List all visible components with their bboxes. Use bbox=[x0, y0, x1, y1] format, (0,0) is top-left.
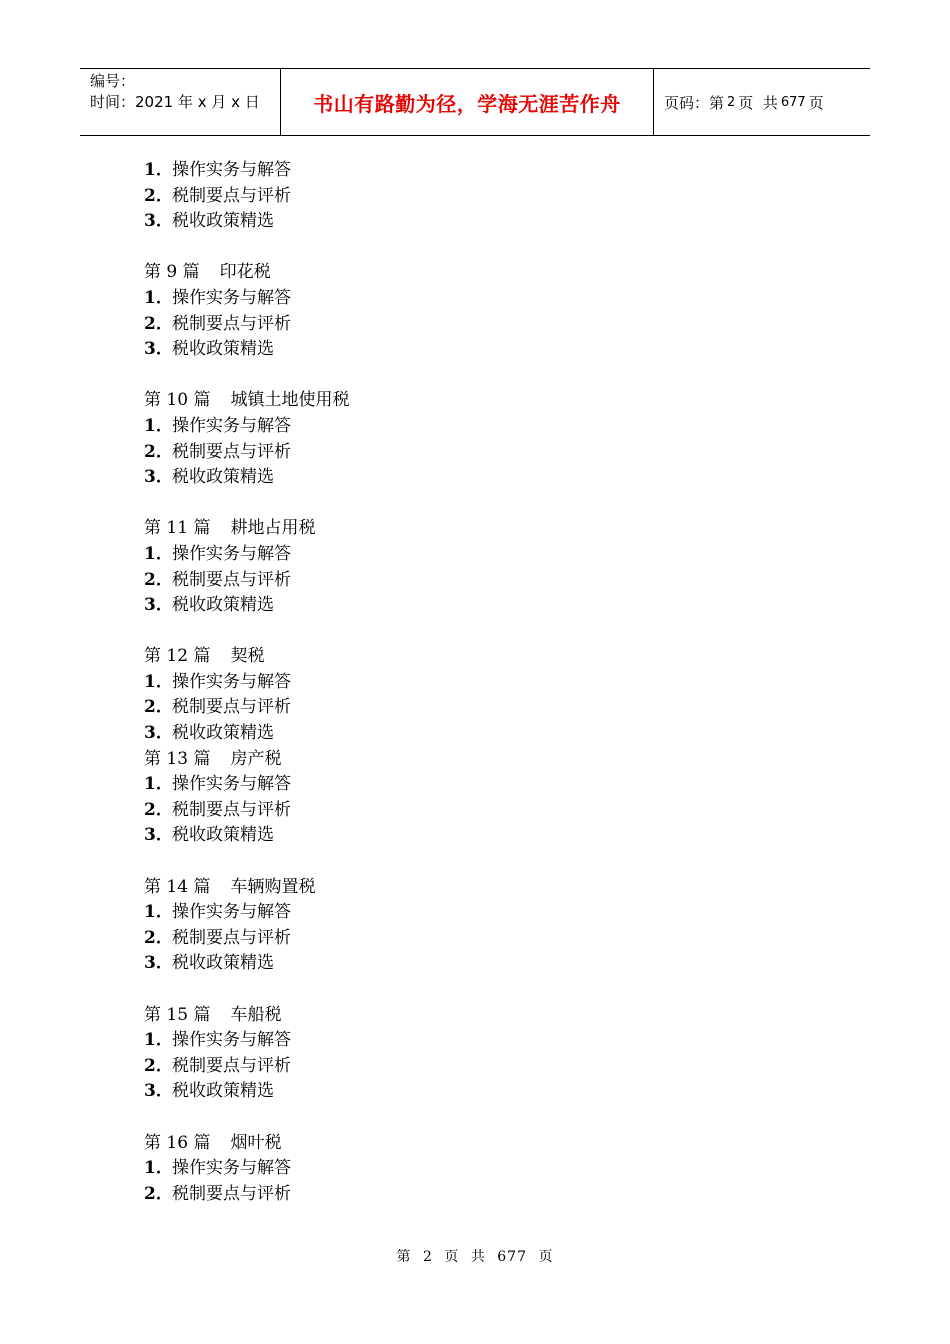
toc-spacer bbox=[144, 619, 744, 645]
footer-page-word: 页 bbox=[444, 1249, 460, 1265]
toc-spacer bbox=[144, 849, 744, 875]
toc-chapter-number: 第 9 篇 bbox=[144, 262, 200, 283]
toc-item bbox=[144, 900, 744, 926]
header-page-current: 2 bbox=[727, 94, 736, 110]
toc-spacer bbox=[144, 1105, 744, 1131]
toc-item-number: 2． bbox=[144, 799, 173, 820]
toc-item bbox=[144, 337, 744, 363]
toc-item-number: 3． bbox=[144, 595, 173, 616]
header-page-suffix: 页 bbox=[808, 93, 824, 112]
toc-item bbox=[144, 1054, 744, 1080]
toc-item bbox=[144, 670, 744, 696]
toc-item-number: 2． bbox=[144, 313, 173, 334]
footer-total-word: 共 bbox=[470, 1249, 486, 1265]
toc-item-number: 1． bbox=[144, 415, 173, 436]
toc-item bbox=[144, 158, 744, 184]
toc-item-text: 税制要点与评析 bbox=[172, 569, 291, 590]
toc-item bbox=[144, 926, 744, 952]
toc-item-text: 操作实务与解答 bbox=[172, 287, 291, 308]
toc-item-text: 操作实务与解答 bbox=[172, 543, 291, 564]
toc-chapter-title: 房产税 bbox=[230, 748, 282, 769]
toc-item bbox=[144, 184, 744, 210]
toc-chapter-heading bbox=[144, 516, 744, 542]
header-page-prefix: 页码：第 bbox=[664, 93, 725, 112]
toc-item-text: 税收政策精选 bbox=[172, 339, 274, 360]
footer-page-current: 2 bbox=[422, 1249, 433, 1265]
toc-item bbox=[144, 414, 744, 440]
header-page-mid: 页 共 bbox=[738, 93, 778, 112]
toc-item bbox=[144, 440, 744, 466]
toc-item bbox=[144, 542, 744, 568]
header-motto-cell bbox=[281, 69, 654, 135]
toc-chapter-title: 车辆购置税 bbox=[230, 876, 316, 897]
toc-chapter-number: 第 14 篇 bbox=[144, 876, 211, 897]
toc-chapter-title: 烟叶税 bbox=[230, 1132, 282, 1153]
toc-spacer bbox=[144, 363, 744, 389]
toc-item-text: 操作实务与解答 bbox=[172, 774, 291, 795]
header-page-cell bbox=[654, 69, 870, 135]
toc-item-number: 1． bbox=[144, 902, 173, 923]
toc-chapter-heading bbox=[144, 747, 744, 773]
toc-item-number: 2． bbox=[144, 1055, 173, 1076]
toc-item-number: 3． bbox=[144, 467, 173, 488]
toc-item bbox=[144, 1182, 744, 1208]
toc-item-text: 税制要点与评析 bbox=[172, 697, 291, 718]
toc-item-text: 税收政策精选 bbox=[172, 723, 274, 744]
toc-item-number: 1． bbox=[144, 160, 173, 180]
toc-item bbox=[144, 1156, 744, 1182]
toc-item-number: 3． bbox=[144, 211, 173, 232]
toc-item bbox=[144, 1079, 744, 1105]
toc-item-text: 操作实务与解答 bbox=[172, 671, 291, 692]
toc-item bbox=[144, 593, 744, 619]
toc-chapter-title: 印花税 bbox=[219, 262, 271, 283]
toc-spacer bbox=[144, 977, 744, 1003]
toc-item-number: 3． bbox=[144, 953, 173, 974]
header-motto: 书山有路勤为径，学海无涯苦作舟 bbox=[313, 91, 621, 116]
toc-chapter-title: 耕地占用税 bbox=[230, 518, 316, 539]
table-of-contents bbox=[144, 158, 744, 1207]
toc-item-number: 2． bbox=[144, 185, 173, 206]
toc-item-text: 税收政策精选 bbox=[172, 595, 274, 616]
toc-chapter-number: 第 10 篇 bbox=[144, 390, 211, 411]
toc-item-number: 2． bbox=[144, 569, 173, 590]
toc-item-number: 3． bbox=[144, 825, 173, 846]
toc-item-text: 税制要点与评析 bbox=[172, 927, 291, 948]
toc-item bbox=[144, 798, 744, 824]
toc-item-text: 税收政策精选 bbox=[172, 953, 274, 974]
toc-item-text: 操作实务与解答 bbox=[172, 160, 291, 180]
toc-item-text: 操作实务与解答 bbox=[172, 415, 291, 436]
toc-item-text: 操作实务与解答 bbox=[172, 1158, 291, 1179]
toc-spacer bbox=[144, 491, 744, 517]
toc-item-text: 税收政策精选 bbox=[172, 467, 274, 488]
header-page-total: 677 bbox=[780, 94, 806, 110]
footer-prefix: 第 bbox=[396, 1249, 412, 1265]
toc-item-number: 3． bbox=[144, 723, 173, 744]
toc-item-number: 1． bbox=[144, 543, 173, 564]
toc-item bbox=[144, 823, 744, 849]
toc-item-number: 1． bbox=[144, 287, 173, 308]
toc-item bbox=[144, 772, 744, 798]
toc-item-number: 3． bbox=[144, 1081, 173, 1102]
toc-item bbox=[144, 286, 744, 312]
toc-item bbox=[144, 312, 744, 338]
toc-chapter-heading bbox=[144, 260, 744, 286]
toc-item-text: 操作实务与解答 bbox=[172, 1030, 291, 1051]
footer-suffix: 页 bbox=[538, 1249, 554, 1265]
toc-spacer bbox=[144, 235, 744, 261]
toc-item bbox=[144, 951, 744, 977]
toc-item-number: 2． bbox=[144, 697, 173, 718]
toc-chapter-heading bbox=[144, 644, 744, 670]
toc-item-text: 税收政策精选 bbox=[172, 211, 274, 232]
footer-page-total: 677 bbox=[497, 1249, 527, 1265]
toc-item-number: 2． bbox=[144, 441, 173, 462]
toc-chapter-number: 第 16 篇 bbox=[144, 1132, 211, 1153]
toc-item bbox=[144, 568, 744, 594]
toc-chapter-title: 城镇土地使用税 bbox=[230, 390, 350, 411]
toc-chapter-title: 契税 bbox=[230, 646, 265, 667]
toc-item-text: 税制要点与评析 bbox=[172, 441, 291, 462]
toc-item-text: 操作实务与解答 bbox=[172, 902, 291, 923]
toc-chapter-heading bbox=[144, 388, 744, 414]
toc-chapter-number: 第 15 篇 bbox=[144, 1004, 211, 1025]
toc-item-number: 2． bbox=[144, 927, 173, 948]
header-meta-cell bbox=[80, 69, 281, 135]
toc-item-number: 3． bbox=[144, 339, 173, 360]
toc-chapter-title: 车船税 bbox=[230, 1004, 282, 1025]
document-time-label: 时间：2021 年 x 月 x 日 bbox=[90, 93, 260, 111]
toc-item-text: 税制要点与评析 bbox=[172, 799, 291, 820]
toc-item bbox=[144, 721, 744, 747]
toc-chapter-heading bbox=[144, 875, 744, 901]
toc-item-text: 税制要点与评析 bbox=[172, 1183, 291, 1204]
toc-chapter-heading bbox=[144, 1003, 744, 1029]
toc-item-number: 1． bbox=[144, 1030, 173, 1051]
toc-item-number: 1． bbox=[144, 671, 173, 692]
toc-item-number: 1． bbox=[144, 1158, 173, 1179]
toc-item bbox=[144, 209, 744, 235]
document-number-label: 编号： bbox=[90, 72, 136, 90]
toc-item bbox=[144, 695, 744, 721]
page-footer bbox=[0, 1246, 950, 1266]
toc-item bbox=[144, 465, 744, 491]
toc-item bbox=[144, 1028, 744, 1054]
page-header bbox=[80, 68, 870, 136]
toc-chapter-number: 第 13 篇 bbox=[144, 748, 211, 769]
toc-item-number: 2． bbox=[144, 1183, 173, 1204]
toc-item-text: 税制要点与评析 bbox=[172, 313, 291, 334]
toc-item-text: 税收政策精选 bbox=[172, 1081, 274, 1102]
toc-chapter-number: 第 12 篇 bbox=[144, 646, 211, 667]
toc-item-text: 税制要点与评析 bbox=[172, 185, 291, 206]
toc-item-text: 税制要点与评析 bbox=[172, 1055, 291, 1076]
toc-item-text: 税收政策精选 bbox=[172, 825, 274, 846]
toc-chapter-number: 第 11 篇 bbox=[144, 518, 211, 539]
toc-item-number: 1． bbox=[144, 774, 173, 795]
toc-chapter-heading bbox=[144, 1131, 744, 1157]
